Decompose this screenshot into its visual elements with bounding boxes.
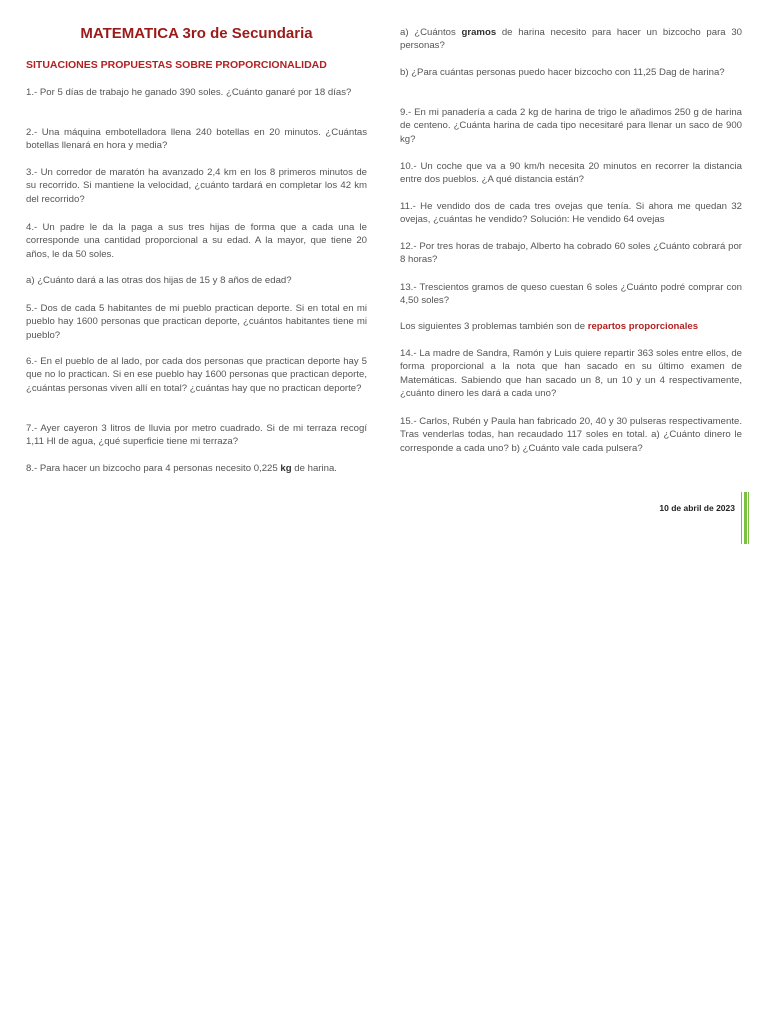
section-intro-text: Los siguientes 3 problemas también son de bbox=[400, 321, 588, 332]
problem-8-text: 8.- Para hacer un bizcocho para 4 personas necesito 0,225 bbox=[26, 463, 281, 474]
problem-7: 7.- Ayer cayeron 3 litros de lluvia por metro cuadrado. Si de mi terraza recogí 1,11 Hl de agua, ¿qué superficie tiene mi terraza? bbox=[26, 423, 367, 448]
problem-1: 1.- Por 5 días de trabajo he ganado 390 soles. ¿Cuánto ganaré por 18 días? bbox=[26, 87, 352, 98]
problem-4: 4.- Un padre le da la paga a sus tres hijas de forma que a cada una le corresponde una cantidad proporcional a su edad. A la mayor, que tiene 20 años, le da 50 soles. bbox=[26, 222, 367, 260]
footer-bar bbox=[741, 492, 742, 544]
problem-8a-unit: gramos bbox=[461, 27, 497, 38]
problem-11: 11.- He vendido dos de cada tres ovejas que tenía. Si ahora me quedan 32 ovejas, ¿cuántas he vendido? Solución: He vendido 64 ovejas bbox=[400, 201, 742, 226]
problem-5: 5.- Dos de cada 5 habitantes de mi pueblo practican deporte. Si en total en mi pueblo hay 1600 personas que practican deporte, ¿cuántos habitantes tiene mi pueblo? bbox=[26, 303, 367, 341]
problem-6: 6.- En el pueblo de al lado, por cada dos personas que practican deporte hay 5 que no lo practican. Si en ese pueblo hay 1600 personas que practican deporte, ¿cuántas personas viven allí en total? ¿cuántas hay que no practican deporte? bbox=[26, 356, 367, 394]
problem-8b: b) ¿Para cuántas personas puedo hacer bizcocho con 11,25 Dag de harina? bbox=[400, 67, 725, 78]
problem-9: 9.- En mi panadería a cada 2 kg de harina de trigo le añadimos 250 g de harina de centeno. ¿Cuánta harina de cada tipo necesitaré para llenar un saco de 900 kg? bbox=[400, 107, 742, 145]
problem-8a bbox=[400, 26, 742, 53]
problem-14: 14.- La madre de Sandra, Ramón y Luis quiere repartir 363 soles entre ellos, de forma proporcional a la nota que han sacado en su último examen de Matemáticas. Sabiendo que han sacado un 8, un 10 y un 4 respectivamente, ¿cuánto dinero les dará a cada uno? bbox=[400, 348, 742, 400]
page-title: MATEMATICA 3ro de Secundaria bbox=[80, 25, 313, 42]
problem-13: 13.- Trescientos gramos de queso cuestan 6 soles ¿Cuánto podré comprar con 4,50 soles? bbox=[400, 282, 742, 307]
footer-decoration-bars bbox=[741, 492, 749, 544]
problem-4a: a) ¿Cuánto dará a las otras dos hijas de 15 y 8 años de edad? bbox=[26, 275, 292, 286]
footer-date: 10 de abril de 2023 bbox=[659, 503, 735, 513]
section-intro bbox=[400, 320, 742, 333]
page-subtitle: SITUACIONES PROPUESTAS SOBRE PROPORCIONALIDAD bbox=[26, 59, 327, 71]
problem-2: 2.- Una máquina embotelladora llena 240 botellas en 20 minutos. ¿Cuántas botellas llenará en hora y media? bbox=[26, 127, 367, 152]
problem-8-unit: kg bbox=[280, 463, 292, 474]
problem-10: 10.- Un coche que va a 90 km/h necesita 20 minutos en recorrer la distancia entre dos pueblos. ¿A qué distancia están? bbox=[400, 161, 742, 186]
section-intro-highlight: repartos proporcionales bbox=[587, 321, 699, 332]
problem-8a-text: a) ¿Cuántos bbox=[400, 27, 462, 38]
footer-bar bbox=[748, 492, 749, 544]
problem-8 bbox=[26, 462, 367, 475]
footer-bar bbox=[744, 492, 747, 544]
problem-8a-end: de harina necesito para hacer un bizcocho para 30 personas? bbox=[400, 27, 742, 52]
problem-15: 15.- Carlos, Rubén y Paula han fabricado 20, 40 y 30 pulseras respectivamente. Tras venderlas todas, han recaudado 117 soles en total. a) ¿Cuánto dinero le corresponde a cada uno? b) ¿Cuánto vale cada pulsera? bbox=[400, 416, 742, 454]
problem-8-end: de harina. bbox=[291, 463, 337, 474]
problem-12: 12.- Por tres horas de trabajo, Alberto ha cobrado 60 soles ¿Cuánto cobrará por 8 horas? bbox=[400, 241, 742, 266]
problem-3: 3.- Un corredor de maratón ha avanzado 2,4 km en los 8 primeros minutos de su recorrido. Si mantiene la velocidad, ¿cuánto tardará en completar los 42 km del recorrido? bbox=[26, 167, 367, 205]
